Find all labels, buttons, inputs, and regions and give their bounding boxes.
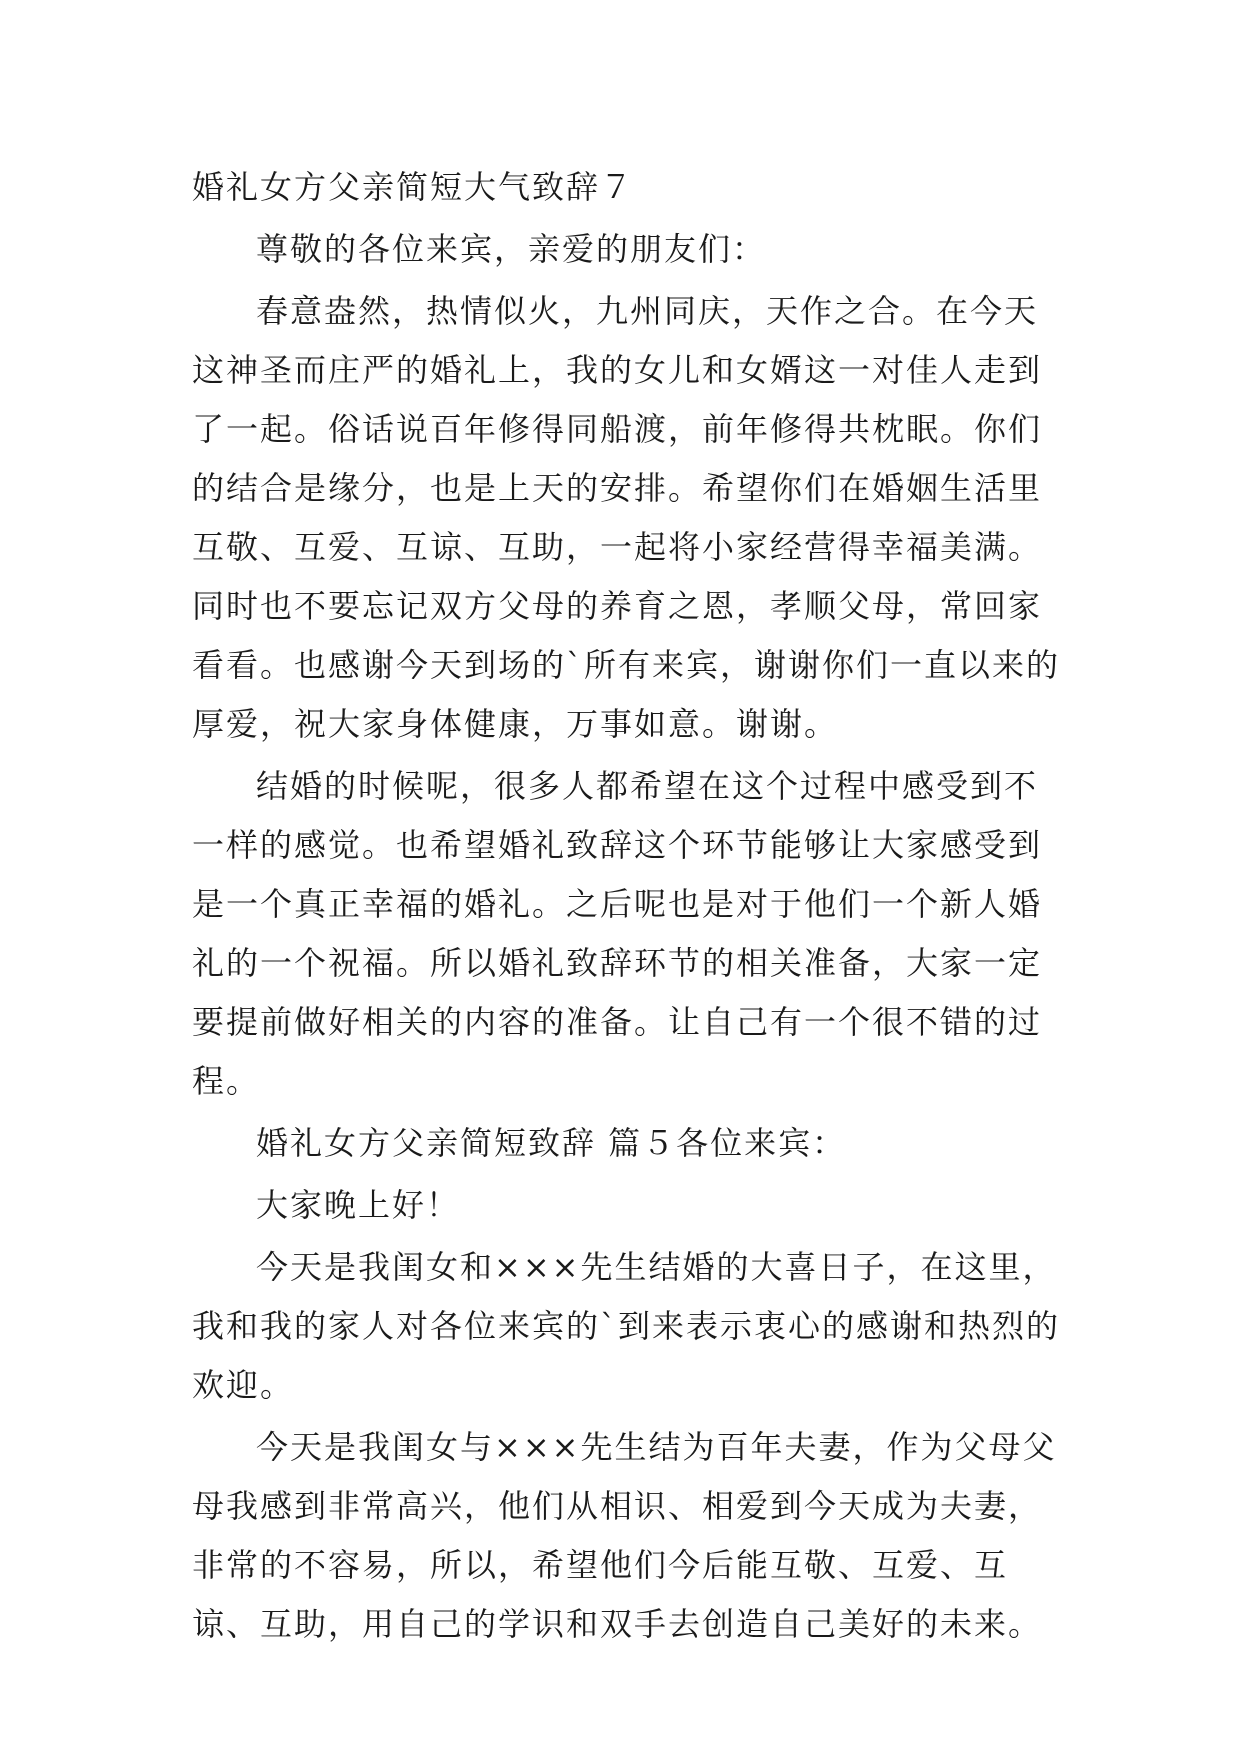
document-body <box>192 158 1062 1654</box>
paragraph-greeting: 大家晚上好！ <box>256 1186 461 1224</box>
paragraph-blessing: 春意盎然，热情似火，九州同庆，天作之合。在今天这神圣而庄严的婚礼上，我的女儿和女婿这一对佳人走到了一起。俗话说百年修得同船渡，前年修得共枕眠。你们的结合是缘分，也是上天的安排。希望你们在婚姻生活里互敬、互爱、互谅、互助，一起将小家经营得幸福美满。同时也不要忘记双方父母的养育之恩，孝顺父母，常回家看看。也感谢今天到场的`所有来宾，谢谢你们一直以来的厚爱，祝大家身体健康，万事如意。谢谢。 <box>192 292 1061 743</box>
paragraph-salutation: 尊敬的各位来宾，亲爱的朋友们： <box>256 230 767 268</box>
paragraph-commentary: 结婚的时候呢，很多人都希望在这个过程中感受到不一样的感觉。也希望婚礼致辞这个环节能够让大家感受到是一个真正幸福的婚礼。之后呢也是对于他们一个新人婚礼的一个祝福。所以婚礼致辞环节的相关准备，大家一定要提前做好相关的内容的准备。让自己有一个很不错的过程。 <box>192 767 1043 1100</box>
document-title: 婚礼女方父亲简短大气致辞７ <box>192 168 635 206</box>
section-heading: 婚礼女方父亲简短致辞 篇５各位来宾： <box>256 1124 847 1162</box>
paragraph-welcome: 今天是我闺女和×××先生结婚的大喜日子，在这里，我和我的家人对各位来宾的`到来表示衷心的感谢和热烈的欢迎。 <box>192 1248 1061 1404</box>
paragraph-wishes: 今天是我闺女与×××先生结为百年夫妻，作为父母父母我感到非常高兴，他们从相识、相爱到今天成为夫妻，非常的不容易，所以，希望他们今后能互敬、互爱、互谅、互助，用自己的学识和双手去创造自己美好的未来。 <box>192 1428 1057 1643</box>
